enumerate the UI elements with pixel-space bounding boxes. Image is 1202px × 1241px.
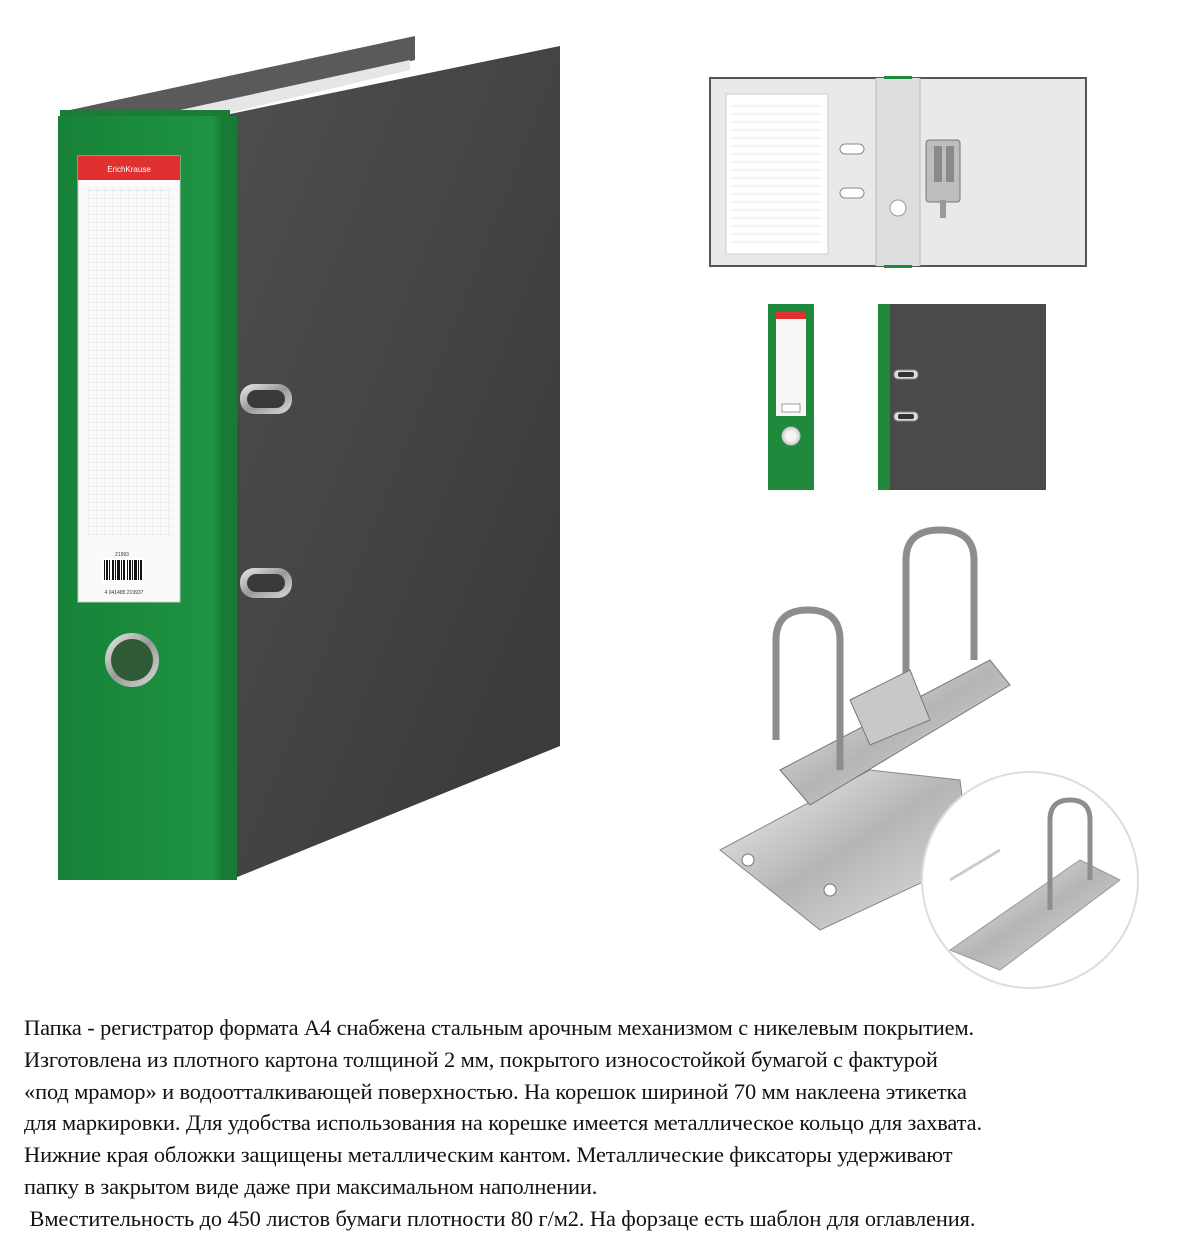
index-template-sheet xyxy=(726,94,828,254)
description-line: Нижние края обложки защищены металлическим кантом. Металлические фиксаторы удерживают xyxy=(24,1142,953,1168)
description-line: «под мрамор» и водоотталкивающей поверхностью. На корешок шириной 70 мм наклеена этикетка xyxy=(24,1078,967,1104)
binder-main-image xyxy=(40,30,600,890)
description-line: папку в закрытом виде даже при максимальном наполнении. xyxy=(24,1173,598,1199)
description-line: Изготовлена из плотного картона толщиной 2 мм, покрытого износостойкой бумагой с фактурой xyxy=(24,1046,938,1072)
label-grid xyxy=(86,188,172,538)
description-line: Вместительность до 450 листов бумаги плотности 80 г/м2. На форзаце есть шаблон для оглавления. xyxy=(24,1205,976,1231)
description-line: Папка - регистратор формата А4 снабжена стальным арочным механизмом с никелевым покрытием. xyxy=(24,1015,975,1040)
open-binder-image xyxy=(708,76,1088,268)
cover-eyelet-top xyxy=(240,384,292,414)
cover-eyelet-bottom xyxy=(240,568,292,598)
product-description xyxy=(24,1012,1194,1235)
cover-front-image xyxy=(874,300,1050,494)
barcode xyxy=(102,558,144,584)
description-line: для маркировки. Для удобства использования на корешке имеется металлическое кольцо для захвата. xyxy=(24,1110,982,1136)
mechanism-detail-image xyxy=(700,520,1190,990)
brand-text: ErichKrause xyxy=(107,165,151,174)
barcode-number: 4 041485 219937 xyxy=(104,590,144,596)
spine-front-image xyxy=(764,300,818,494)
arch-ring-right xyxy=(906,530,974,690)
article-number: 21993 xyxy=(115,552,129,558)
